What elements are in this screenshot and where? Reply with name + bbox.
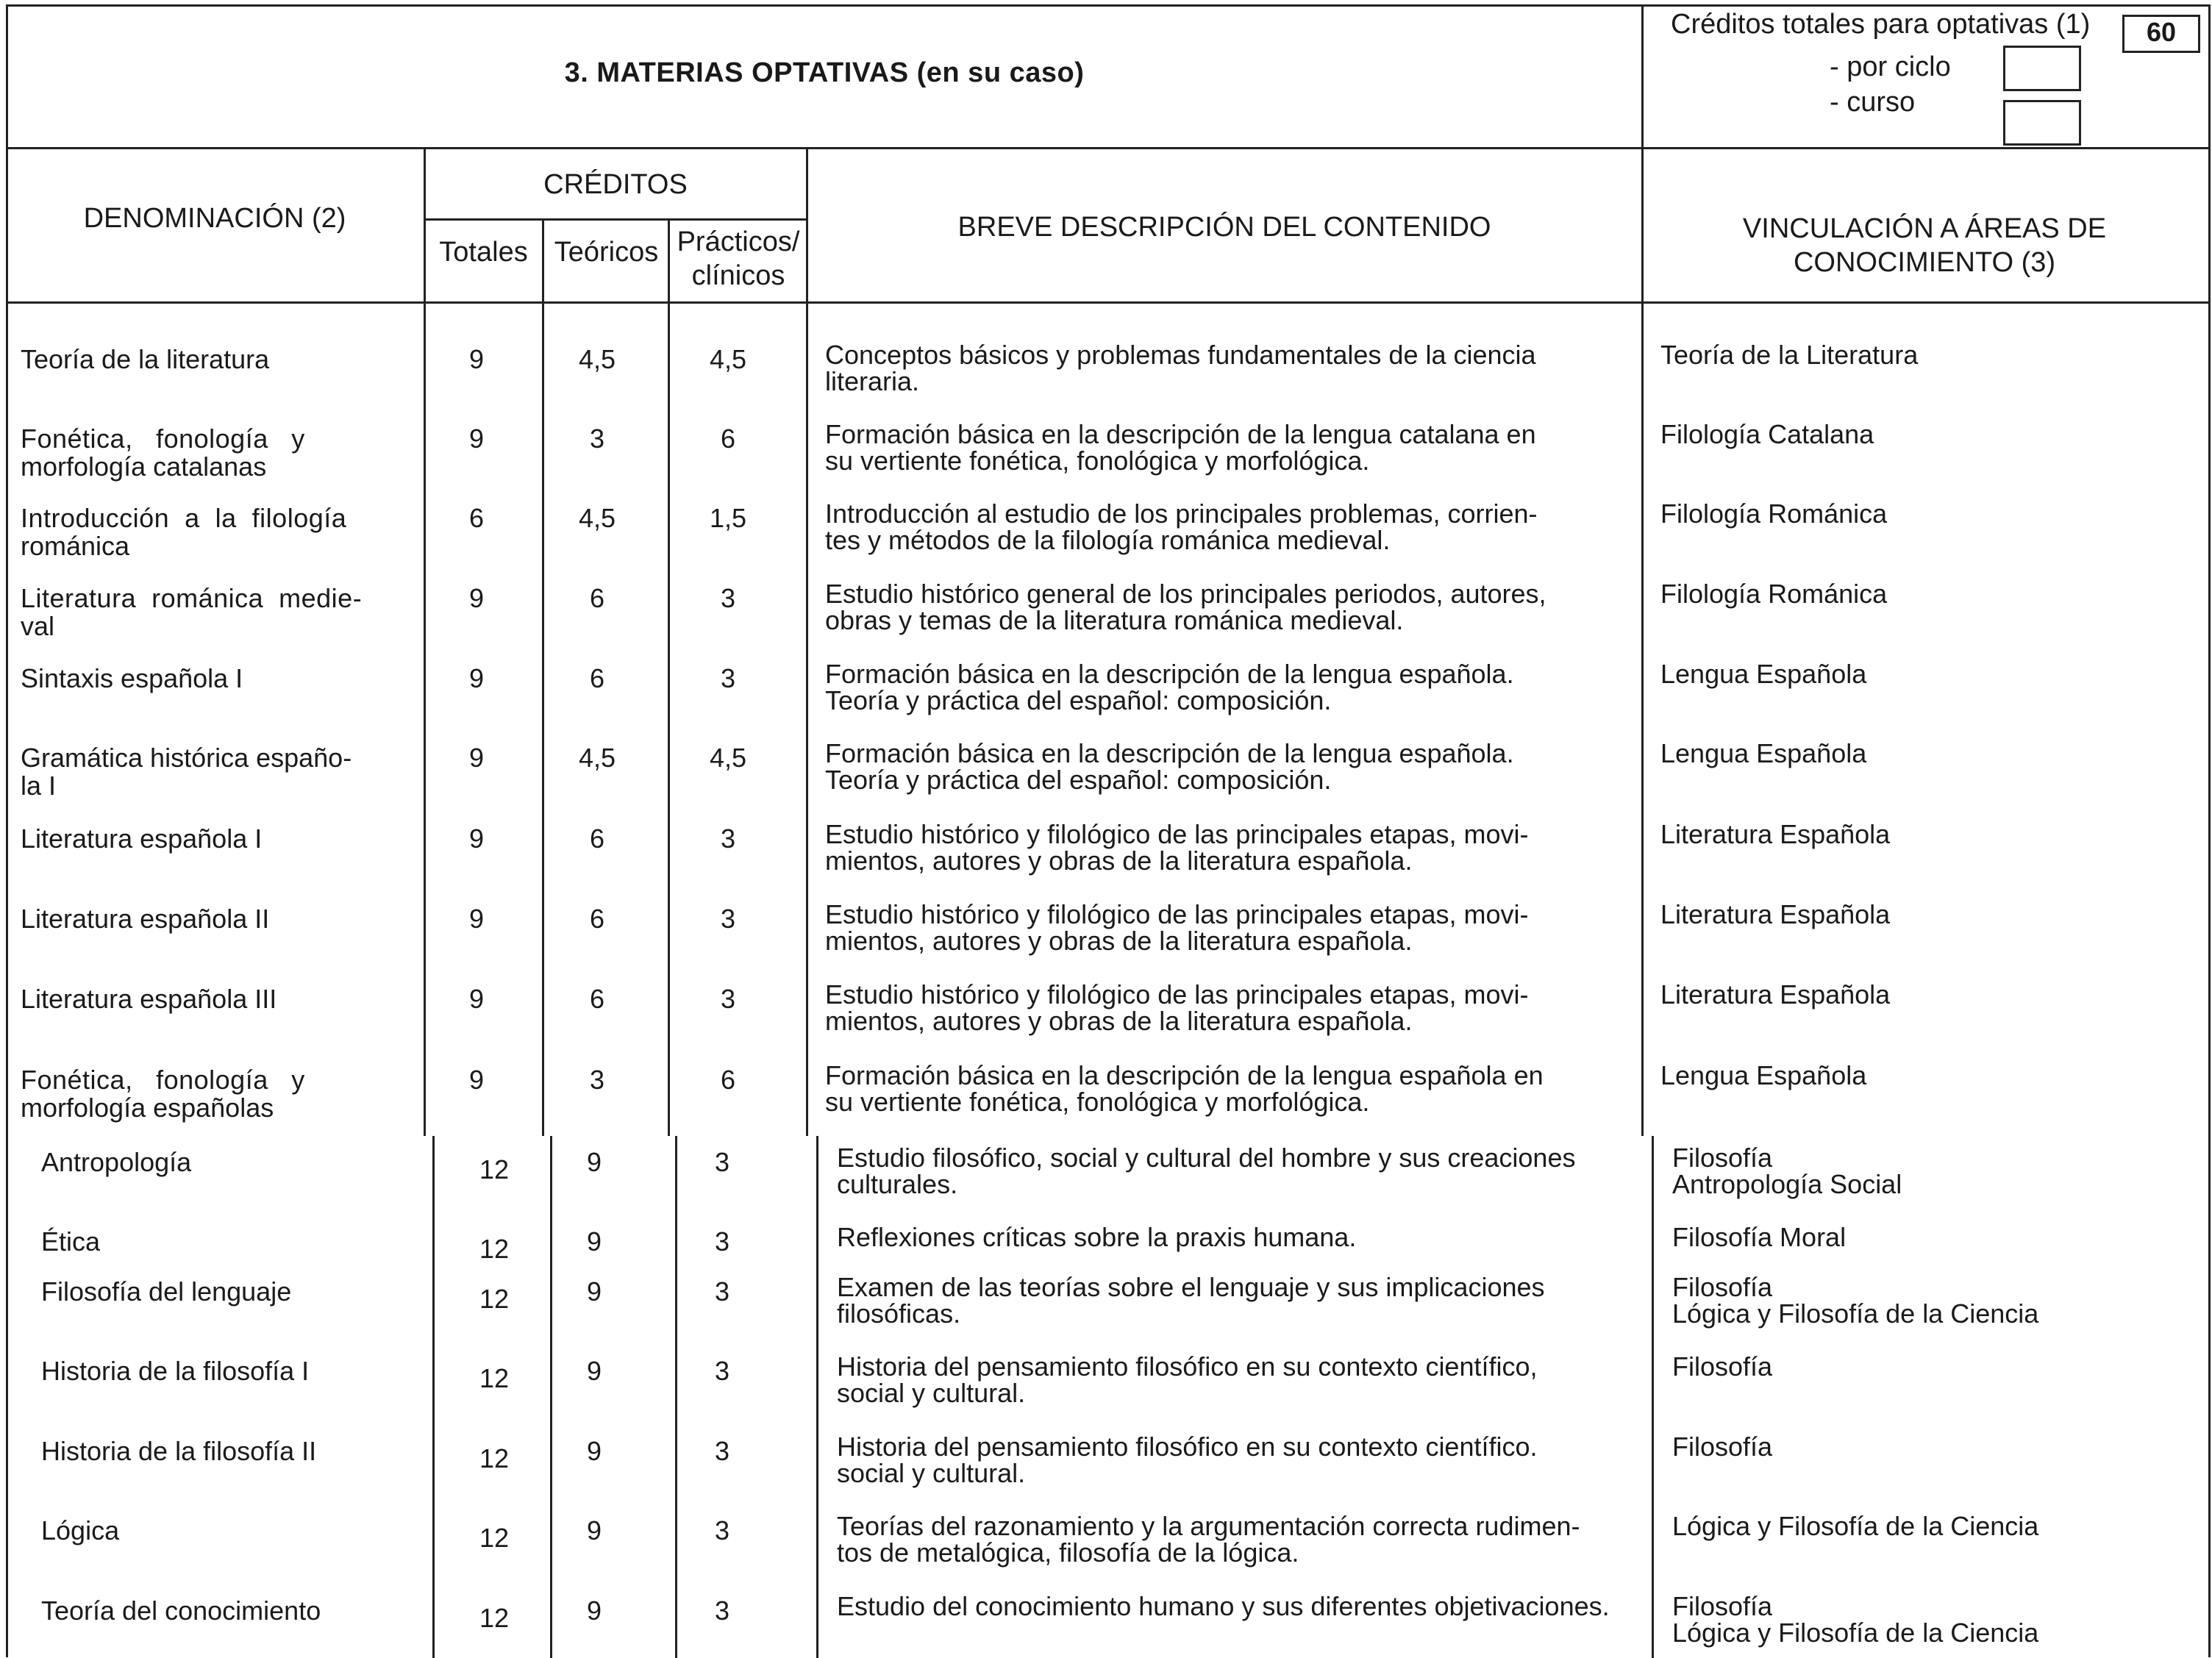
row-descripcion: social y cultural. xyxy=(837,1378,1026,1408)
row-area: Lengua Española xyxy=(1660,659,1867,689)
row-descripcion: Historia del pensamiento filosófico en su contexto científico. xyxy=(837,1432,1538,1462)
row-denominacion: Sintaxis española I xyxy=(21,663,243,693)
row-area: Filología Catalana xyxy=(1660,419,1874,449)
row-practicos: 3 xyxy=(714,1147,730,1177)
creditos-totales-value: 60 xyxy=(2122,15,2200,53)
row-area: Teoría de la Literatura xyxy=(1660,340,1919,370)
row-descripcion: Reflexiones críticas sobre la praxis humana. xyxy=(837,1222,1357,1252)
row-descripcion: Introducción al estudio de los principales problemas, corrien- xyxy=(825,499,1538,529)
row-area: Lengua Española xyxy=(1660,1060,1867,1090)
row-denominacion: románica xyxy=(21,531,130,561)
curso-label: - curso xyxy=(1830,87,1916,118)
row-denominacion: Lógica xyxy=(41,1515,120,1546)
row-descripcion: Examen de las teorías sobre el lenguaje y sus implicaciones xyxy=(837,1272,1545,1302)
body-divider-totales xyxy=(542,301,544,1136)
header-teoricos: Teóricos xyxy=(554,237,659,268)
header-vinculacion-line1: VINCULACIÓN A ÁREAS DE xyxy=(1742,213,2107,244)
row-descripcion: Estudio histórico y filológico de las principales etapas, movi- xyxy=(825,899,1529,929)
row-denominacion: val xyxy=(21,611,55,641)
row-descripcion: mientos, autores y obras de la literatura española. xyxy=(825,1006,1413,1036)
row-area: Filosofía xyxy=(1672,1432,1773,1462)
row-totales: 12 xyxy=(479,1234,510,1264)
row-teoricos: 6 xyxy=(589,583,605,613)
row-area: Antropología Social xyxy=(1672,1169,1902,1199)
row-denominacion: Historia de la filosofía II xyxy=(41,1436,317,1466)
body-divider-teoricos xyxy=(668,301,670,1136)
row-descripcion: culturales. xyxy=(837,1169,958,1199)
curso-box xyxy=(2003,100,2081,146)
row-practicos: 6 xyxy=(720,1065,736,1095)
row-practicos: 3 xyxy=(714,1356,730,1386)
row-practicos: 3 xyxy=(720,663,736,693)
row-totales: 12 xyxy=(479,1284,510,1314)
por-ciclo-label: - por ciclo xyxy=(1830,51,1951,82)
row-totales: 9 xyxy=(468,663,485,693)
row-teoricos: 9 xyxy=(586,1226,602,1257)
row-teoricos: 4,5 xyxy=(578,344,616,374)
row-practicos: 6 xyxy=(720,424,736,454)
row-area: Lógica y Filosofía de la Ciencia xyxy=(1672,1618,2039,1648)
row-denominacion: Ética xyxy=(41,1226,101,1257)
row-area: Literatura Española xyxy=(1660,819,1891,849)
header-creditos: CRÉDITOS xyxy=(543,169,688,200)
row-teoricos: 9 xyxy=(586,1147,602,1177)
row-descripcion: Teoría y práctica del español: composición. xyxy=(825,765,1332,795)
row-denominacion: Introducción a la filología xyxy=(21,503,347,533)
row-totales: 9 xyxy=(468,743,485,773)
row-totales: 12 xyxy=(479,1523,510,1553)
row-descripcion: tes y métodos de la filología románica medieval. xyxy=(825,525,1391,555)
row-practicos: 3 xyxy=(720,823,736,854)
row-totales: 9 xyxy=(468,583,485,613)
row-practicos: 4,5 xyxy=(709,743,747,773)
row-denominacion: Fonética, fonología y xyxy=(21,424,305,454)
row-descripcion: Conceptos básicos y problemas fundamentales de la ciencia xyxy=(825,340,1536,370)
row-descripcion: mientos, autores y obras de la literatura española. xyxy=(825,926,1413,956)
row-totales: 12 xyxy=(479,1603,510,1633)
row-area: Literatura Española xyxy=(1660,899,1891,929)
row-area: Filosofía xyxy=(1672,1272,1773,1302)
row-descripcion: mientos, autores y obras de la literatura española. xyxy=(825,846,1413,876)
row-area: Filosofía xyxy=(1672,1143,1773,1173)
body-divider-desc-2 xyxy=(1652,1136,1654,1658)
row-teoricos: 6 xyxy=(589,984,605,1014)
header-vinculacion xyxy=(1643,212,2206,279)
header-divider xyxy=(6,147,2208,149)
row-area: Filología Románica xyxy=(1660,579,1888,609)
row-descripcion: su vertiente fonética, fonológica y morfológica. xyxy=(825,1087,1370,1117)
row-practicos: 3 xyxy=(714,1276,730,1307)
row-teoricos: 9 xyxy=(586,1276,602,1307)
row-practicos: 4,5 xyxy=(709,344,747,374)
row-denominacion: Historia de la filosofía I xyxy=(41,1356,310,1386)
row-totales: 12 xyxy=(479,1154,510,1184)
header-practicos-line1: Prácticos/ xyxy=(677,226,800,257)
header-descripcion: BREVE DESCRIPCIÓN DEL CONTENIDO xyxy=(957,212,1491,243)
row-totales: 6 xyxy=(468,503,485,533)
row-teoricos: 3 xyxy=(589,424,605,454)
row-teoricos: 6 xyxy=(589,823,605,854)
body-divider-teoricos-2 xyxy=(675,1136,677,1658)
row-teoricos: 9 xyxy=(586,1515,602,1546)
row-practicos: 3 xyxy=(714,1596,730,1626)
row-descripcion: literaria. xyxy=(825,366,920,396)
body-divider-creditos xyxy=(806,301,808,1136)
row-descripcion: tos de metalógica, filosofía de la lógica. xyxy=(837,1537,1299,1568)
row-teoricos: 9 xyxy=(586,1436,602,1466)
row-descripcion: Formación básica en la descripción de la lengua española. xyxy=(825,659,1514,689)
column-header-divider xyxy=(6,301,2208,304)
row-descripcion: Historia del pensamiento filosófico en su contexto científico, xyxy=(837,1351,1538,1382)
row-descripcion: filosóficas. xyxy=(837,1298,961,1329)
body-divider-denom-2 xyxy=(432,1136,435,1658)
header-vinculacion-line2: CONOCIMIENTO (3) xyxy=(1793,247,2056,278)
row-practicos: 3 xyxy=(714,1436,730,1466)
row-totales: 9 xyxy=(468,1065,485,1095)
row-teoricos: 6 xyxy=(589,904,605,934)
row-area: Filosofía xyxy=(1672,1351,1773,1382)
row-totales: 9 xyxy=(468,424,485,454)
row-descripcion: Estudio filosófico, social y cultural del hombre y sus creaciones xyxy=(837,1143,1576,1173)
row-totales: 9 xyxy=(468,984,485,1014)
creditos-divider xyxy=(424,218,807,221)
row-teoricos: 6 xyxy=(589,663,605,693)
row-totales: 9 xyxy=(468,344,485,374)
row-denominacion: Literatura románica medie- xyxy=(21,583,363,613)
section-title: 3. MATERIAS OPTATIVAS (en su caso) xyxy=(564,57,1085,88)
row-teoricos: 4,5 xyxy=(578,503,616,533)
row-denominacion: morfología españolas xyxy=(21,1093,274,1123)
header-practicos xyxy=(669,225,807,293)
row-denominacion: Literatura española III xyxy=(21,984,277,1014)
row-totales: 12 xyxy=(479,1443,510,1473)
header-totales: Totales xyxy=(439,237,528,268)
row-practicos: 3 xyxy=(714,1515,730,1546)
row-descripcion: Estudio histórico general de los principales periodos, autores, xyxy=(825,579,1546,609)
row-denominacion: Literatura española II xyxy=(21,904,270,934)
row-denominacion: Gramática histórica españo- xyxy=(21,743,352,773)
body-divider-denom xyxy=(424,301,426,1136)
row-teoricos: 3 xyxy=(589,1065,605,1095)
row-descripcion: obras y temas de la literatura románica medieval. xyxy=(825,605,1404,635)
row-area: Filología Románica xyxy=(1660,499,1888,529)
header-denominacion: DENOMINACIÓN (2) xyxy=(83,203,346,234)
row-denominacion: Teoría del conocimiento xyxy=(41,1596,321,1626)
row-area: Filosofía Moral xyxy=(1672,1222,1847,1252)
body-divider-creditos-2 xyxy=(816,1136,818,1658)
row-totales: 9 xyxy=(468,823,485,854)
row-denominacion: Antropología xyxy=(41,1147,192,1177)
row-area: Filosofía xyxy=(1672,1591,1773,1621)
row-area: Lógica y Filosofía de la Ciencia xyxy=(1672,1511,2039,1541)
row-denominacion: Literatura española I xyxy=(21,823,263,854)
row-denominacion: Fonética, fonología y xyxy=(21,1065,305,1095)
row-descripcion: Teoría y práctica del español: composición. xyxy=(825,685,1332,715)
body-divider-totales-2 xyxy=(550,1136,552,1658)
row-descripcion: su vertiente fonética, fonológica y morfológica. xyxy=(825,446,1370,476)
row-descripcion: Formación básica en la descripción de la lengua española. xyxy=(825,738,1514,768)
row-totales: 9 xyxy=(468,904,485,934)
row-descripcion: Formación básica en la descripción de la lengua española en xyxy=(825,1060,1544,1090)
row-descripcion: social y cultural. xyxy=(837,1458,1026,1488)
row-descripcion: Estudio histórico y filológico de las principales etapas, movi- xyxy=(825,819,1529,849)
body-divider-desc xyxy=(1641,301,1644,1136)
row-descripcion: Formación básica en la descripción de la lengua catalana en xyxy=(825,419,1536,449)
por-ciclo-box xyxy=(2003,46,2081,91)
row-denominacion: morfología catalanas xyxy=(21,451,267,482)
creditos-totales-label: Créditos totales para optativas (1) xyxy=(1671,9,2091,40)
row-area: Lógica y Filosofía de la Ciencia xyxy=(1672,1298,2039,1329)
row-teoricos: 9 xyxy=(586,1356,602,1386)
row-descripcion: Estudio del conocimiento humano y sus diferentes objetivaciones. xyxy=(837,1591,1610,1621)
row-denominacion: la I xyxy=(21,771,57,801)
row-area: Literatura Española xyxy=(1660,979,1891,1010)
row-practicos: 3 xyxy=(720,583,736,613)
row-denominacion: Filosofía del lenguaje xyxy=(41,1276,292,1307)
row-practicos: 3 xyxy=(714,1226,730,1257)
row-descripcion: Teorías del razonamiento y la argumentación correcta rudimen- xyxy=(837,1511,1580,1541)
row-totales: 12 xyxy=(479,1363,510,1393)
header-practicos-line2: clínicos xyxy=(691,260,785,291)
row-teoricos: 9 xyxy=(586,1596,602,1626)
row-practicos: 1,5 xyxy=(709,503,747,533)
row-teoricos: 4,5 xyxy=(578,743,616,773)
row-denominacion: Teoría de la literatura xyxy=(21,344,270,374)
row-descripcion: Estudio histórico y filológico de las principales etapas, movi- xyxy=(825,979,1529,1010)
row-practicos: 3 xyxy=(720,904,736,934)
row-practicos: 3 xyxy=(720,984,736,1014)
row-area: Lengua Española xyxy=(1660,738,1867,768)
